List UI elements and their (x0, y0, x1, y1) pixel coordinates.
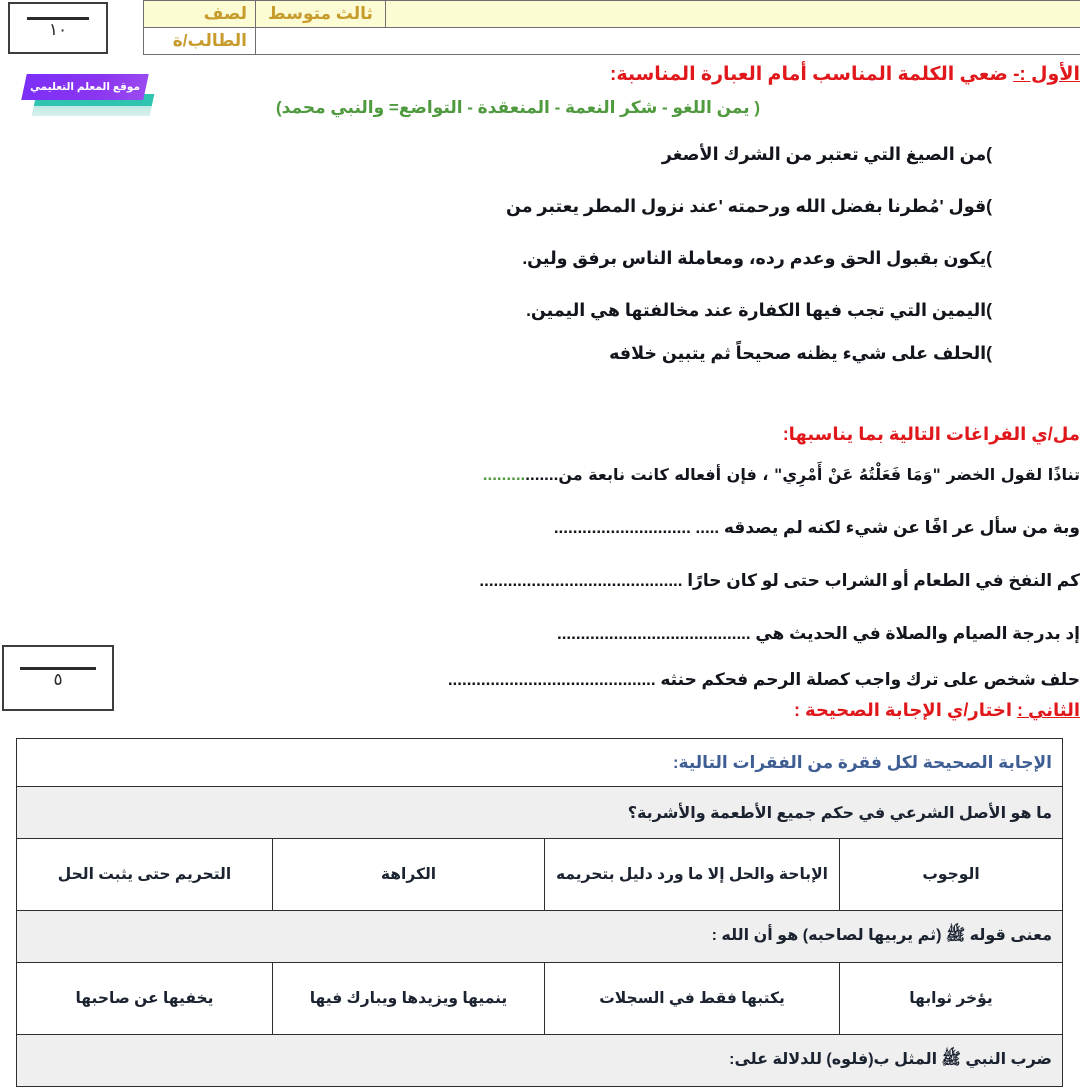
statement-item-1 (0, 144, 1080, 165)
mcq-option-2-d[interactable]: يؤخر ثوابها (840, 963, 1063, 1035)
question-1-heading-rest: ضعي الكلمة المناسب أمام العبارة المناسبة: (610, 64, 1013, 85)
mcq-option-2-c[interactable]: يكتبها فقط في السجلات (545, 963, 840, 1035)
mcq-question-cell-3: ضرب النبي ﷺ المثل ب(فلوه) للدلالة على: (16, 1035, 1062, 1087)
dotted-line[interactable]: ......................................... (557, 624, 751, 643)
table-row-question-3 (16, 1035, 1062, 1087)
fill-blank-text: تناذًا لقول الخضر "وَمَا فَعَلْتُهُ عَنْ أَمْرِي" ، فإن أفعاله كانت نابعة من (558, 465, 1080, 484)
question-1-heading (610, 63, 1080, 86)
watermark-purple-band (21, 74, 149, 100)
answer-paren[interactable]: ) (986, 300, 992, 320)
table-row-options-2 (16, 963, 1062, 1035)
word-bank-text: ( يمن اللغو - شكر النعمة - المنعقدة - التواضع= والنبي محمد) (276, 98, 760, 118)
statement-item-3 (0, 248, 1080, 269)
table-row-question-2 (16, 911, 1062, 963)
fill-blank-item-3 (0, 571, 1080, 591)
class-value-cell: ثالث متوسط (256, 1, 386, 28)
answer-paren[interactable]: ) (986, 343, 992, 363)
mcq-question-cell-2: معنى قوله ﷺ (ثم يربيها لصاحبه) هو أن الله : (16, 911, 1062, 963)
watermark-text: موقع المعلم التعليمي (30, 81, 140, 93)
statement-text: من الصيغ التي تعتبر من الشرك الأصغر (662, 144, 986, 164)
question-1-heading-underlined: الأول :- (1013, 64, 1080, 85)
statement-text: اليمين التي تجب فيها الكفارة عند مخالفتها هي اليمين. (526, 300, 986, 320)
fill-blank-text: وبة من سأل عر افًا عن شيء لكنه لم يصدقه (724, 518, 1080, 537)
mcq-option-1-d[interactable]: الوجوب (840, 839, 1063, 911)
class-spacer-cell (386, 1, 1080, 28)
student-label-cell: الطالب/ة (144, 28, 256, 55)
score-denominator: ٥ (53, 672, 62, 689)
dotted-line-green[interactable]: ......... (483, 465, 526, 484)
fill-blank-item-4 (0, 624, 1080, 644)
table-row-student (144, 28, 1080, 55)
question-3-heading-rest: اختار/ي الإجابة الصحيحة : (794, 700, 1017, 720)
answer-paren[interactable]: ) (986, 248, 992, 268)
mcq-option-1-b[interactable]: الكراهة (273, 839, 545, 911)
statement-text: الحلف على شيء يظنه صحيحاً ثم يتبين خلافه (609, 343, 986, 363)
mcq-question-cell-1: ما هو الأصل الشرعي في حكم جميع الأطعمة والأشربة؟ (16, 787, 1062, 839)
fraction (27, 17, 89, 39)
statement-item-5 (0, 343, 1080, 364)
score-denominator: ١٠ (49, 22, 67, 39)
dotted-line[interactable]: ............................................ (448, 670, 656, 689)
question-3-heading (794, 700, 1080, 721)
mcq-instruction-cell: الإجابة الصحيحة لكل فقرة من الفقرات التالية: (16, 739, 1062, 787)
statement-item-4 (0, 300, 1080, 321)
question-3-heading-underlined: الثاني : (1017, 700, 1080, 720)
fill-blank-item-5 (0, 670, 1080, 690)
statement-text: يكون بقبول الحق وعدم رده، ومعاملة الناس برفق ولين. (522, 248, 986, 268)
score-box-question-1[interactable] (8, 2, 108, 54)
fill-blank-item-1 (0, 465, 1080, 485)
mcq-option-1-c[interactable]: الإباحة والحل إلا ما ورد دليل بتحريمه (545, 839, 840, 911)
student-value-cell[interactable] (256, 28, 1080, 55)
table-row-question-1 (16, 787, 1062, 839)
mcq-option-2-a[interactable]: يخفيها عن صاحبها (16, 963, 272, 1035)
answer-paren[interactable]: ) (986, 196, 992, 216)
mcq-option-1-a[interactable]: التحريم حتى يثبت الحل (16, 839, 272, 911)
mcq-option-2-b[interactable]: ينميها ويزيدها ويبارك فيها (273, 963, 545, 1035)
table-row-options-1 (16, 839, 1062, 911)
statement-text: قول 'مُطرنا بفضل الله ورحمته 'عند نزول المطر يعتبر من (506, 196, 986, 216)
dotted-line[interactable]: ........................................... (479, 571, 682, 590)
fill-blank-text: إد بدرجة الصيام والصلاة في الحديث هي (755, 624, 1080, 643)
question-2-heading: مل/ي الفراغات التالية بما يناسبها: (783, 424, 1080, 445)
fill-blank-item-2 (0, 518, 1080, 538)
student-info-table (143, 0, 1080, 55)
class-label-cell: لصف (144, 1, 256, 28)
dotted-line[interactable]: ..... ............................. (554, 518, 719, 537)
fill-blank-text: كم النفخ في الطعام أو الشراب حتى لو كان حارًا (687, 571, 1080, 590)
table-row-instruction (16, 739, 1062, 787)
multiple-choice-table (16, 738, 1063, 1087)
answer-paren[interactable]: ) (986, 144, 992, 164)
dotted-line[interactable]: ....... (525, 465, 558, 484)
fill-blank-text: حلف شخص على ترك واجب كصلة الرحم فحكم حنثه (660, 670, 1080, 689)
question-1-word-bank (0, 98, 1080, 118)
statement-item-2 (0, 196, 1080, 217)
table-row-class (144, 1, 1080, 28)
